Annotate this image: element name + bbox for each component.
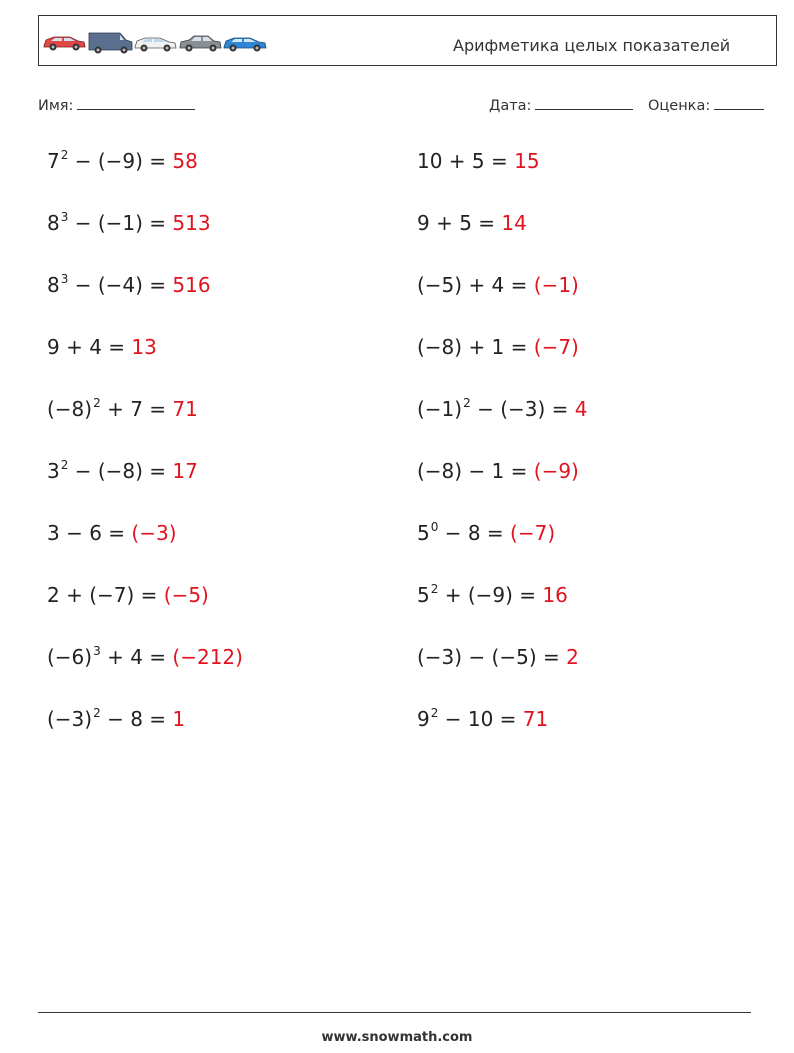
problem-right-5	[417, 396, 588, 425]
name-field	[38, 95, 195, 114]
problem-answer: 1	[172, 707, 186, 731]
problem-right-6	[417, 458, 579, 484]
date-blank	[535, 95, 633, 110]
problem-operation: − (−1) =	[68, 211, 173, 235]
problem-operation: − 8 =	[438, 521, 511, 545]
name-blank	[77, 95, 195, 110]
blue-car-icon	[224, 38, 266, 52]
problem-exponent: 2	[430, 706, 439, 720]
problem-answer: 58	[172, 149, 198, 173]
date-field	[489, 95, 633, 114]
problem-exponent: 2	[93, 396, 101, 410]
problem-left-2	[47, 210, 211, 239]
problem-right-10	[417, 706, 548, 735]
problem-answer: 513	[172, 211, 211, 235]
problem-operation: − 8 =	[100, 707, 173, 731]
problem-answer: (−9)	[533, 459, 579, 483]
problem-right-8	[417, 582, 568, 611]
problem-base: (−3) − (−5) =	[417, 645, 567, 669]
problem-left-9	[47, 644, 243, 673]
score-blank	[714, 95, 764, 110]
problem-answer: (−3)	[131, 521, 177, 545]
problem-left-7	[47, 520, 177, 546]
problem-right-7	[417, 520, 555, 549]
red-car-icon	[44, 37, 85, 51]
problem-answer: (−7)	[533, 335, 579, 359]
problem-exponent: 2	[430, 582, 439, 596]
problem-operation: − (−3) =	[470, 397, 575, 421]
problem-exponent: 2	[93, 706, 101, 720]
problem-exponent: 3	[60, 272, 69, 286]
problem-left-10	[47, 706, 185, 735]
problem-answer: 16	[542, 583, 568, 607]
date-label: Дата:	[489, 98, 532, 114]
problem-answer: 4	[574, 397, 588, 421]
problem-answer: (−7)	[510, 521, 556, 545]
problem-operation: + 4 =	[100, 645, 173, 669]
problem-base: (−5) + 4 =	[417, 273, 534, 297]
problem-left-1	[47, 148, 198, 177]
problem-answer: (−212)	[172, 645, 243, 669]
footer-url: www.snowmath.com	[321, 1030, 473, 1045]
problem-base: (−8) + 1 =	[417, 335, 534, 359]
worksheet-header	[38, 15, 777, 66]
problem-base: 9	[417, 707, 430, 731]
problem-right-9	[417, 644, 579, 670]
van-icon	[89, 33, 132, 54]
problem-base: 2 + (−7) =	[47, 583, 164, 607]
problem-exponent: 2	[60, 458, 69, 472]
problem-answer: 14	[501, 211, 527, 235]
problem-left-3	[47, 272, 211, 301]
problem-base: (−8) − 1 =	[417, 459, 534, 483]
problem-left-6	[47, 458, 198, 487]
problem-base: 8	[47, 211, 60, 235]
problem-exponent: 2	[60, 148, 69, 162]
problem-base: 5	[417, 583, 430, 607]
problem-answer: 17	[172, 459, 198, 483]
problem-base: (−3)	[47, 707, 93, 731]
problem-base: 5	[417, 521, 430, 545]
problem-answer: 13	[131, 335, 157, 359]
worksheet-title: Арифметика целых показателей	[453, 36, 731, 55]
problem-answer: 15	[514, 149, 540, 173]
problem-left-8	[47, 582, 209, 608]
problem-left-4	[47, 334, 157, 360]
cars-logo	[42, 28, 272, 56]
problem-base: 10 + 5 =	[417, 149, 515, 173]
problem-answer: 2	[566, 645, 579, 669]
problem-answer: 71	[522, 707, 549, 731]
problem-left-5	[47, 396, 198, 425]
problem-right-1	[417, 148, 540, 174]
problem-base: 3	[47, 459, 60, 483]
problem-right-2	[417, 210, 527, 236]
score-field	[648, 95, 764, 114]
problem-operation: − (−9) =	[68, 149, 173, 173]
problem-right-3	[417, 272, 579, 298]
problem-exponent: 0	[430, 520, 439, 534]
problem-base: (−6)	[47, 645, 93, 669]
problem-exponent: 2	[463, 396, 471, 410]
problem-base: (−8)	[47, 397, 93, 421]
problem-base: (−1)	[417, 397, 463, 421]
problem-base: 7	[47, 149, 60, 173]
problem-operation: − 10 =	[438, 707, 523, 731]
problem-right-4	[417, 334, 579, 360]
problem-answer: (−5)	[163, 583, 209, 607]
problem-exponent: 3	[93, 644, 101, 658]
problem-base: 9 + 5 =	[417, 211, 502, 235]
problem-answer: 71	[172, 397, 198, 421]
white-car-icon	[135, 38, 176, 52]
problem-operation: + (−9) =	[438, 583, 543, 607]
problem-base: 9 + 4 =	[47, 335, 132, 359]
grey-car-icon	[180, 36, 221, 52]
problem-operation: + 7 =	[100, 397, 173, 421]
name-label: Имя:	[38, 98, 74, 114]
score-label: Оценка:	[648, 98, 711, 114]
problem-base: 3 − 6 =	[47, 521, 132, 545]
problem-operation: − (−8) =	[68, 459, 173, 483]
footer-divider	[38, 1012, 751, 1013]
problem-answer: 516	[172, 273, 211, 297]
problem-answer: (−1)	[533, 273, 579, 297]
problem-operation: − (−4) =	[68, 273, 173, 297]
problem-base: 8	[47, 273, 60, 297]
problem-exponent: 3	[60, 210, 69, 224]
